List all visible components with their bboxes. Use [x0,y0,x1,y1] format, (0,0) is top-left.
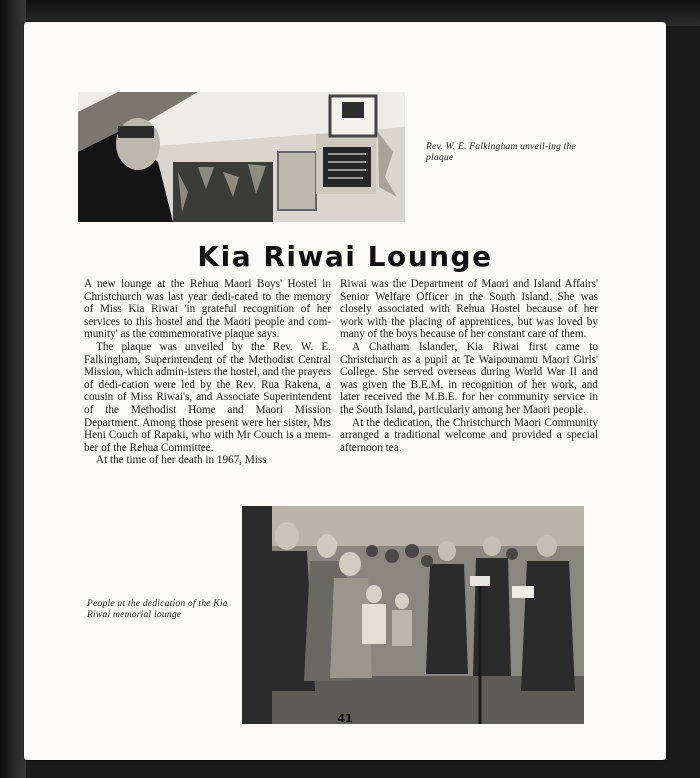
paragraph: A Chatham Islander, Kia Riwai first came to Christchurch as a pupil at Te Waipounamu Maori Girls' College. She served overseas during World War II and was given the B.E.M. in recognition of her work, and later received the M.B.E. for her community service in the South Island, particularly among her Maori people. [340,340,598,416]
paragraph: At the time of her death in 1967, Miss [96,454,267,467]
photo-caption-unveiling: Rev. W. E. Falkingham unveil-ing the plaque [426,141,576,163]
photo-unveiling-plaque [78,92,405,222]
magazine-page [24,22,666,760]
paragraph: The plaque was unveiled by the Rev. W. E. Falkingham, Superintendent of the Methodist Central Mission, which admin-isters the hostel, and the prayers of dedi-cation were led by the Rev. Rua Rakena, a cousin of Miss Riwai's, and Associate Superintendent of the Methodist Home and Maori Mission Department. Among those present were her sister, Mrs Heni Couch of Rapaki, who with Mr Couch is a mem-ber of the Rehua Committee. [84,340,332,454]
photo-unveiling-graphic [78,92,405,222]
photo-dedication-graphic [242,506,584,724]
photo-dedication-crowd [242,506,584,724]
paragraph: At the dedication, the Christchurch Maori Community arranged a traditional welcome and provided a special afternoon tea. [340,416,598,454]
article-column-right [340,278,598,454]
scan-border-left [0,0,26,778]
paragraph: Riwai was the Department of Maori and Island Affairs' Senior Welfare Officer in the South Island. She was closely associated with Rehua Hostel because of her work with the placing of apprentices, but was loved by many of the boys because of her constant care of them. [340,278,598,341]
paragraph: A new lounge at the Rehua Maori Boys' Hostel in Christchurch was last year dedi-cated to the memory of Miss Kia Riwai 'in grateful recognition of her services to this hostel and the Maori people and com-munity' as the commemorative plaque says. [84,278,331,341]
page-number: 41 [337,712,353,725]
article-column-left [84,278,331,467]
photo-caption-dedication: People at the dedication of the Kia Riwai memorial lounge [87,598,228,620]
article-title: Kia Riwai Lounge [197,240,493,273]
